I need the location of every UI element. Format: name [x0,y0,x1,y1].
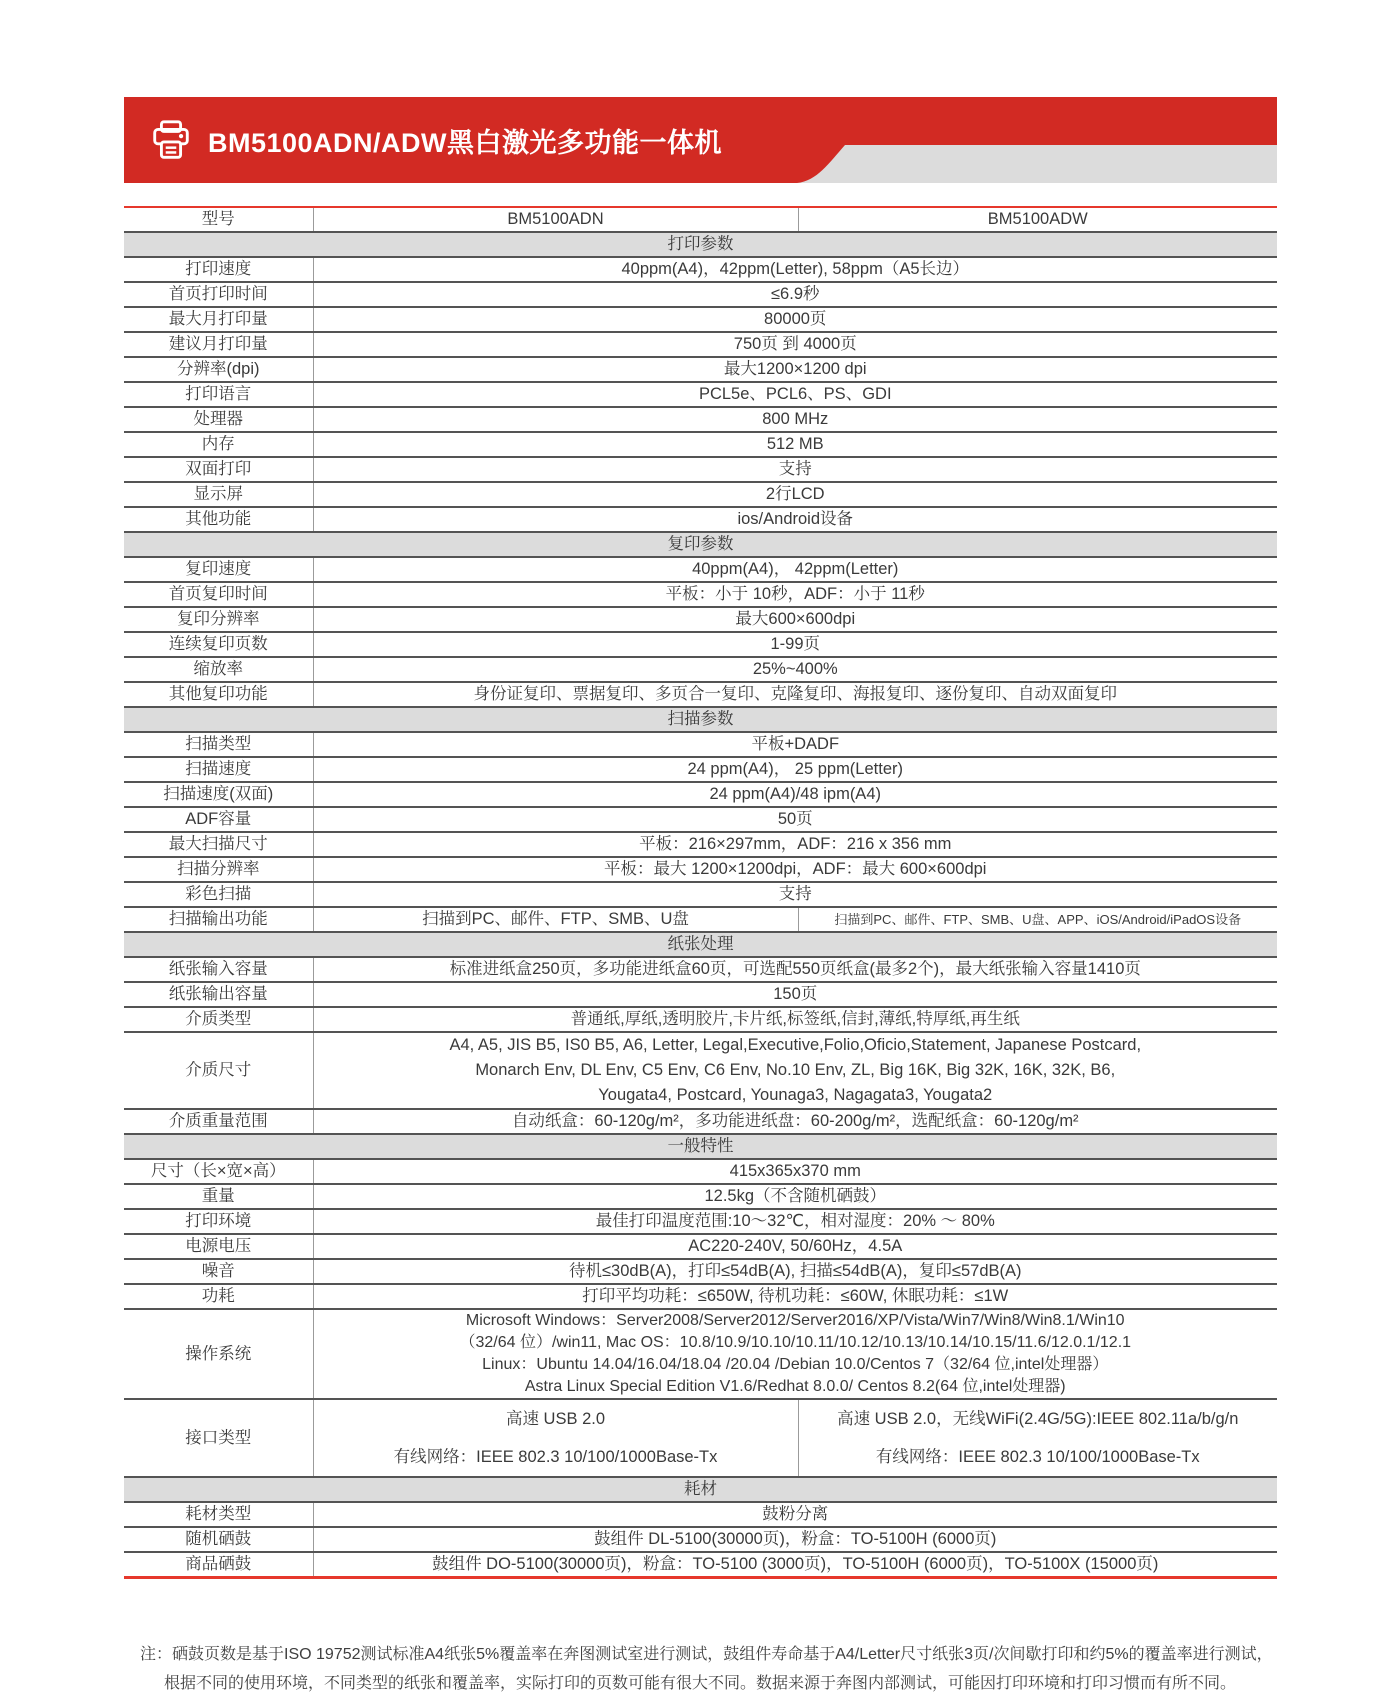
spec-value: 平板：216×297mm，ADF：216 x 356 mm [313,832,1277,857]
spec-row [124,332,1277,357]
spec-row [124,1234,1277,1259]
spec-value: 24 ppm(A4)， 25 ppm(Letter) [313,757,1277,782]
spec-value: 150页 [313,982,1277,1007]
spec-label: 连续复印页数 [124,632,313,657]
spec-value: 512 MB [313,432,1277,457]
spec-row [124,1184,1277,1209]
spec-label: 操作系统 [124,1309,313,1399]
spec-label: 扫描类型 [124,732,313,757]
spec-row [124,632,1277,657]
spec-value: 50页 [313,807,1277,832]
model-name-adw: BM5100ADW [987,210,1088,228]
spec-value: 750页 到 4000页 [313,332,1277,357]
spec-row [124,507,1277,532]
spec-label: 复印速度 [124,557,313,582]
spec-label: 打印速度 [124,257,313,282]
section-row [124,1477,1277,1502]
footnote [140,1640,1280,1698]
spec-value: 自动纸盒：60-120g/m²，多功能进纸盘：60-200g/m²，选配纸盒：60-120g/m² [313,1109,1277,1134]
spec-label: ADF容量 [124,807,313,832]
spec-label: 扫描速度 [124,757,313,782]
spec-label: 介质类型 [124,1007,313,1032]
header-banner [124,97,1277,183]
spec-row [124,732,1277,757]
spec-row [124,682,1277,707]
spec-row [124,208,1277,232]
spec-label: 处理器 [124,407,313,432]
spec-label: 分辨率(dpi) [124,357,313,382]
section-title: 一般特性 [667,1137,734,1155]
spec-label: 首页复印时间 [124,582,313,607]
spec-value: 1-99页 [313,632,1277,657]
spec-row [124,1007,1277,1032]
spec-label: 彩色扫描 [124,882,313,907]
spec-label: 随机硒鼓 [124,1527,313,1552]
spec-row [124,407,1277,432]
spec-label: 最大扫描尺寸 [124,832,313,857]
spec-value: 40ppm(A4)，42ppm(Letter), 58ppm（A5长边） [313,257,1277,282]
spec-value: 平板：最大 1200×1200dpi，ADF：最大 600×600dpi [313,857,1277,882]
spec-label: 电源电压 [124,1234,313,1259]
spec-label: 复印分辨率 [124,607,313,632]
spec-value: 鼓粉分离 [313,1502,1277,1527]
section-row [124,932,1277,957]
spec-row [124,757,1277,782]
spec-value-adn: 高速 USB 2.0 有线网络：IEEE 802.3 10/100/1000Base-Tx [313,1399,798,1477]
spec-label: 尺寸（长×宽×高） [124,1159,313,1184]
spec-value: 最佳打印温度范围:10～32℃，相对湿度：20% ～ 80% [313,1209,1277,1234]
spec-value: PCL5e、PCL6、PS、GDI [313,382,1277,407]
section-row [124,232,1277,257]
page-title: BM5100ADN/ADW黑白激光多功能一体机 [208,127,723,158]
spec-row [124,432,1277,457]
spec-label: 打印环境 [124,1209,313,1234]
spec-value: 打印平均功耗：≤650W, 待机功耗：≤60W, 休眠功耗：≤1W [313,1284,1277,1309]
section-title: 复印参数 [667,535,734,553]
spec-row [124,557,1277,582]
spec-value: Microsoft Windows：Server2008/Server2012/Server2016/XP/Vista/Win7/Win8/Win8.1/Win10 （32/64 位）/win11, Mac OS：10.8/10.9/10.10/10.11/10.12/10.13/10.14/10.15/11.6/12.0.1/12.1 Linux：Ubuntu 14.04/16.04/18.04 /20.04 /Debian 10.0/Centos 7（32/64 位,intel处理器） Astra Linux Special Edition V1.6/Redhat 8.0.0/ Centos 8.2(64 位,intel处理器) [313,1309,1277,1399]
section-title: 打印参数 [667,235,734,253]
spec-value: 标准进纸盒250页，多功能进纸盒60页，可选配550页纸盒(最多2个)，最大纸张输入容量1410页 [313,957,1277,982]
spec-value: 支持 [313,882,1277,907]
spec-row [124,1284,1277,1309]
spec-value: 平板+DADF [313,732,1277,757]
spec-label: 内存 [124,432,313,457]
spec-row [124,1032,1277,1109]
spec-value: 800 MHz [313,407,1277,432]
spec-value-adw: 高速 USB 2.0，无线WiFi(2.4G/5G):IEEE 802.11a/b/g/n 有线网络：IEEE 802.3 10/100/1000Base-Tx [798,1399,1277,1477]
spec-value: 2行LCD [313,482,1277,507]
spec-row [124,1502,1277,1527]
spec-value: A4, A5, JIS B5, IS0 B5, A6, Letter, Legal,Executive,Folio,Oficio,Statement, Japanese Postcard, Monarch Env, DL Env, C5 Env, C6 Env, No.10 Env, ZL, Big 16K, Big 32K, 16K, 32K, B6, Yougata4, Postcard, Younaga3, Nagagata3, Yougata2 [313,1032,1277,1109]
spec-row [124,857,1277,882]
spec-label: 重量 [124,1184,313,1209]
spec-row [124,1159,1277,1184]
section-title: 扫描参数 [667,710,734,728]
spec-value-adn: 扫描到PC、邮件、FTP、SMB、U盘 [313,907,798,932]
spec-label: 纸张输入容量 [124,957,313,982]
spec-row [124,582,1277,607]
spec-label: 显示屏 [124,482,313,507]
spec-value: 24 ppm(A4)/48 ipm(A4) [313,782,1277,807]
spec-value: 25%~400% [313,657,1277,682]
section-title: 耗材 [684,1480,717,1498]
spec-value: 鼓组件 DO-5100(30000页)，粉盒：TO-5100 (3000页)，TO-5100H (6000页)，TO-5100X (15000页) [313,1552,1277,1576]
banner-gray-band [797,145,1277,183]
spec-value: 身份证复印、票据复印、多页合一复印、克隆复印、海报复印、逐份复印、自动双面复印 [313,682,1277,707]
spec-row [124,1309,1277,1399]
spec-label: 扫描输出功能 [124,907,313,932]
spec-label: 建议月打印量 [124,332,313,357]
spec-row [124,907,1277,932]
spec-row [124,257,1277,282]
spec-value: 平板：小于 10秒，ADF：小于 11秒 [313,582,1277,607]
spec-row [124,657,1277,682]
spec-value: 鼓组件 DL-5100(30000页)，粉盒：TO-5100H (6000页) [313,1527,1277,1552]
spec-value: ios/Android设备 [313,507,1277,532]
spec-label: 介质尺寸 [124,1032,313,1109]
spec-label: 功耗 [124,1284,313,1309]
spec-value: 最大600×600dpi [313,607,1277,632]
spec-row [124,782,1277,807]
section-row [124,1134,1277,1159]
spec-table [124,208,1277,1576]
spec-value: 待机≤30dB(A)，打印≤54dB(A), 扫描≤54dB(A)，复印≤57dB(A) [313,1259,1277,1284]
spec-row [124,1527,1277,1552]
spec-row [124,1552,1277,1576]
spec-value: 40ppm(A4)， 42ppm(Letter) [313,557,1277,582]
spec-value: 最大1200×1200 dpi [313,357,1277,382]
spec-row [124,1109,1277,1134]
spec-table-body [124,208,1277,1576]
footnote-line1: 注：硒鼓页数是基于ISO 19752测试标准A4纸张5%覆盖率在奔图测试室进行测试，鼓组件寿命基于A4/Letter尺寸纸张3页/次间歇打印和约5%的覆盖率进行测试， [140,1646,1273,1663]
printer-icon [148,117,194,163]
spec-label: 缩放率 [124,657,313,682]
spec-label: 接口类型 [124,1399,313,1477]
spec-label: 耗材类型 [124,1502,313,1527]
spec-label: 扫描分辨率 [124,857,313,882]
spec-label: 双面打印 [124,457,313,482]
spec-label: 首页打印时间 [124,282,313,307]
spec-label: 噪音 [124,1259,313,1284]
spec-row [124,832,1277,857]
model-name-adn: BM5100ADN [313,208,798,232]
spec-row [124,807,1277,832]
footnote-line2: 根据不同的使用环境，不同类型的纸张和覆盖率，实际打印的页数可能有很大不同。数据来源于奔图内部测试，可能因打印环境和打印习惯而有所不同。 [164,1675,1237,1692]
section-title: 纸张处理 [667,935,734,953]
spec-row [124,982,1277,1007]
spec-value-adw: 扫描到PC、邮件、FTP、SMB、U盘、APP、iOS/Android/iPadOS设备 [798,907,1277,932]
spec-value: AC220-240V, 50/60Hz，4.5A [313,1234,1277,1259]
spec-row [124,607,1277,632]
spec-row [124,482,1277,507]
spec-label: 扫描速度(双面) [124,782,313,807]
section-row [124,532,1277,557]
spec-value: 80000页 [313,307,1277,332]
spec-label: 商品硒鼓 [124,1552,313,1576]
spec-row [124,307,1277,332]
spec-value: 415x365x370 mm [313,1159,1277,1184]
spec-label: 型号 [124,208,313,232]
spec-row [124,1209,1277,1234]
spec-label: 纸张输出容量 [124,982,313,1007]
spec-label: 最大月打印量 [124,307,313,332]
spec-table-box [124,206,1277,1579]
spec-value: 支持 [313,457,1277,482]
spec-row [124,382,1277,407]
section-row [124,707,1277,732]
spec-row [124,357,1277,382]
spec-value: 普通纸,厚纸,透明胶片,卡片纸,标签纸,信封,薄纸,特厚纸,再生纸 [313,1007,1277,1032]
spec-label: 打印语言 [124,382,313,407]
spec-row [124,957,1277,982]
spec-row [124,882,1277,907]
spec-label: 介质重量范围 [124,1109,313,1134]
spec-label: 其他复印功能 [124,682,313,707]
spec-row [124,457,1277,482]
spec-row [124,1259,1277,1284]
spec-value: ≤6.9秒 [313,282,1277,307]
spec-label: 其他功能 [124,507,313,532]
spec-row [124,1399,1277,1477]
spec-value: 12.5kg（不含随机硒鼓） [313,1184,1277,1209]
spec-row [124,282,1277,307]
